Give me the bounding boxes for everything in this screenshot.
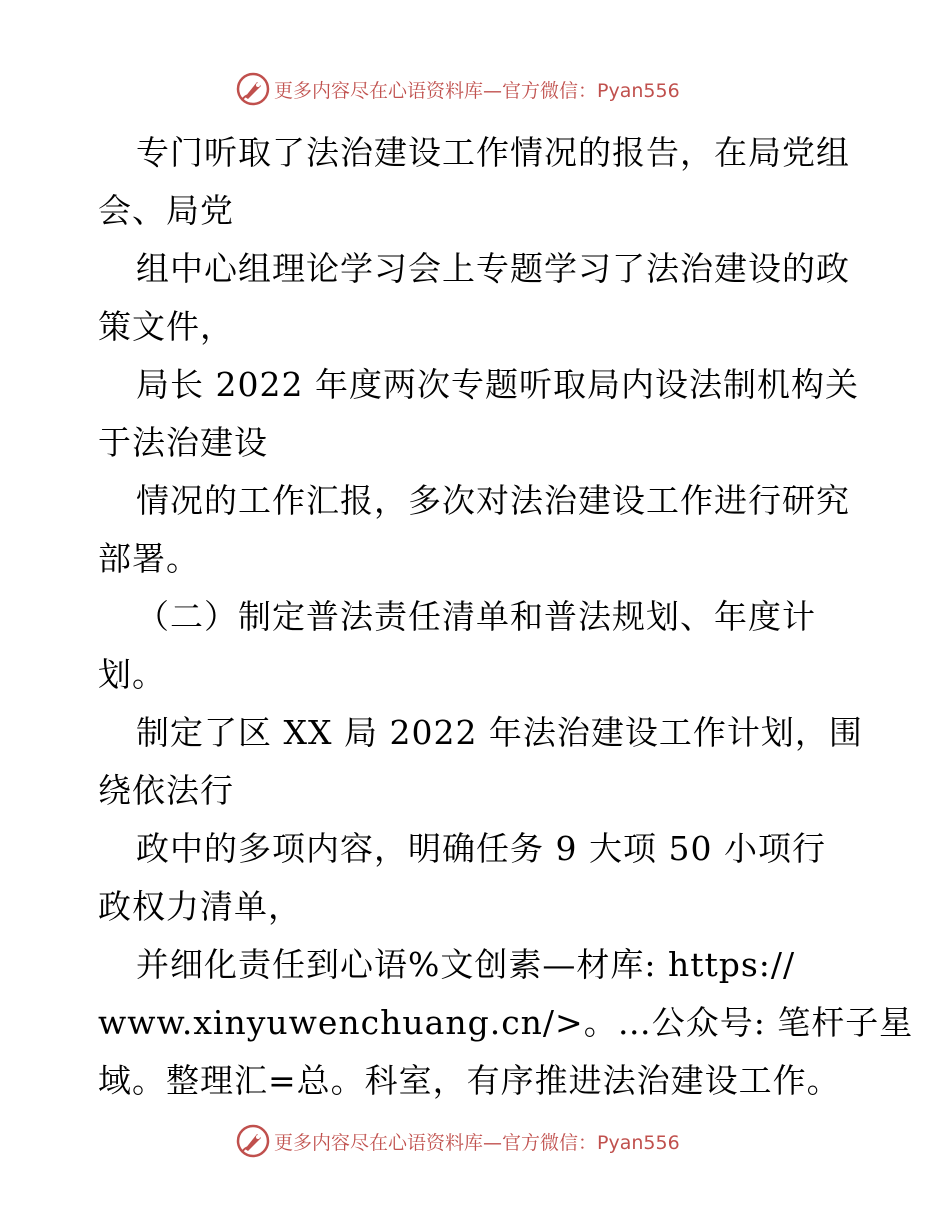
text-line: （二）制定普法责任清单和普法规划、年度计 [136,597,816,636]
text-line: 域。整理汇=总。科室，有序推进法治建设工作。 [98,1061,841,1100]
text-line: 绕依法行 [98,771,234,810]
footer-watermark-text: 更多内容尽在心语资料库—官方微信：Pyan556 [274,1131,680,1154]
text-line: 制定了区 XX 局 2022 年法治建设工作计划，围 [136,713,863,752]
text-line: 划。 [98,655,166,694]
text-line: 政权力清单， [98,887,302,926]
document-body [98,124,914,1110]
text-line: 于法治建设 [98,423,268,462]
text-line: 局长 2022 年度两次专题听取局内设法制机构关 [136,365,859,404]
text-line: 部署。 [98,539,200,578]
footer-watermark-banner [236,1124,716,1158]
text-line: 专门听取了法治建设工作情况的报告，在局党组 [136,133,850,172]
text-line: 情况的工作汇报，多次对法治建设工作进行研究 [136,481,850,520]
text-line: 会、局党 [98,191,234,230]
header-watermark-banner [236,72,716,106]
text-line: www.xinyuwenchuang.cn/>。…公众号: 笔杆子星 [98,1003,914,1042]
text-line: 并细化责任到心语%文创素—材库: https:// [136,945,796,984]
pen-nib-logo-icon [236,1124,270,1158]
header-watermark-text: 更多内容尽在心语资料库—官方微信：Pyan556 [274,79,680,102]
pen-nib-logo-icon [236,72,270,106]
text-line: 政中的多项内容，明确任务 9 大项 50 小项行 [136,829,826,868]
text-line: 策文件， [98,307,234,346]
text-line: 组中心组理论学习会上专题学习了法治建设的政 [136,249,850,288]
